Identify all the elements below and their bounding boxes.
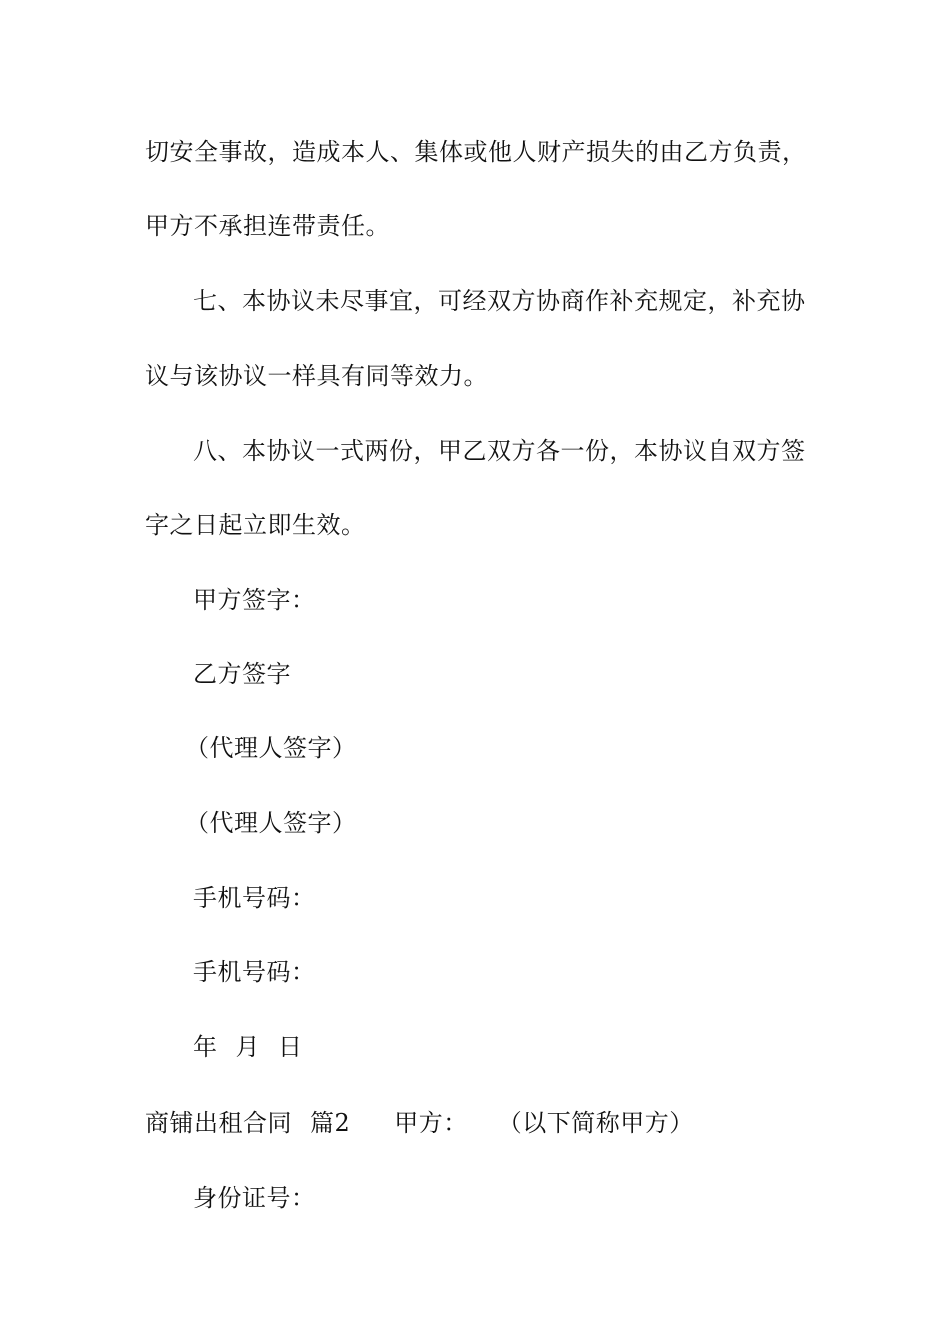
date-month: 月 bbox=[235, 1033, 260, 1061]
agent-signature-label: （代理人签字） bbox=[185, 734, 357, 762]
paragraph-line: 切安全事故，造成本人、集体或他人财产损失的由乙方负责， bbox=[145, 138, 807, 166]
paragraph-line: 字之日起立即生效。 bbox=[145, 511, 366, 539]
clause-eight: 八、本协议一式两份，甲乙双方各一份，本协议自双方签 bbox=[193, 437, 806, 465]
phone-number-label: 手机号码： bbox=[193, 958, 316, 986]
section-heading bbox=[145, 1108, 694, 1138]
clause-seven: 七、本协议未尽事宜，可经双方协商作补充规定，补充协 bbox=[193, 287, 806, 315]
party-b-signature-label: 乙方签字 bbox=[193, 660, 291, 688]
date-year: 年 bbox=[193, 1033, 218, 1061]
date-line bbox=[193, 1032, 303, 1062]
date-day: 日 bbox=[278, 1033, 303, 1061]
section-part: 篇2 bbox=[310, 1109, 351, 1137]
party-a-label: 甲方： bbox=[394, 1109, 468, 1137]
party-a-abbreviation: （以下简称甲方） bbox=[497, 1109, 694, 1137]
phone-number-label: 手机号码： bbox=[193, 884, 316, 912]
id-number-label: 身份证号： bbox=[193, 1184, 316, 1212]
paragraph-line: 议与该协议一样具有同等效力。 bbox=[145, 362, 488, 390]
agent-signature-label: （代理人签字） bbox=[185, 809, 357, 837]
section-title: 商铺出租合同 bbox=[145, 1109, 292, 1137]
party-a-signature-label: 甲方签字： bbox=[193, 586, 316, 614]
paragraph-line: 甲方不承担连带责任。 bbox=[145, 212, 390, 240]
